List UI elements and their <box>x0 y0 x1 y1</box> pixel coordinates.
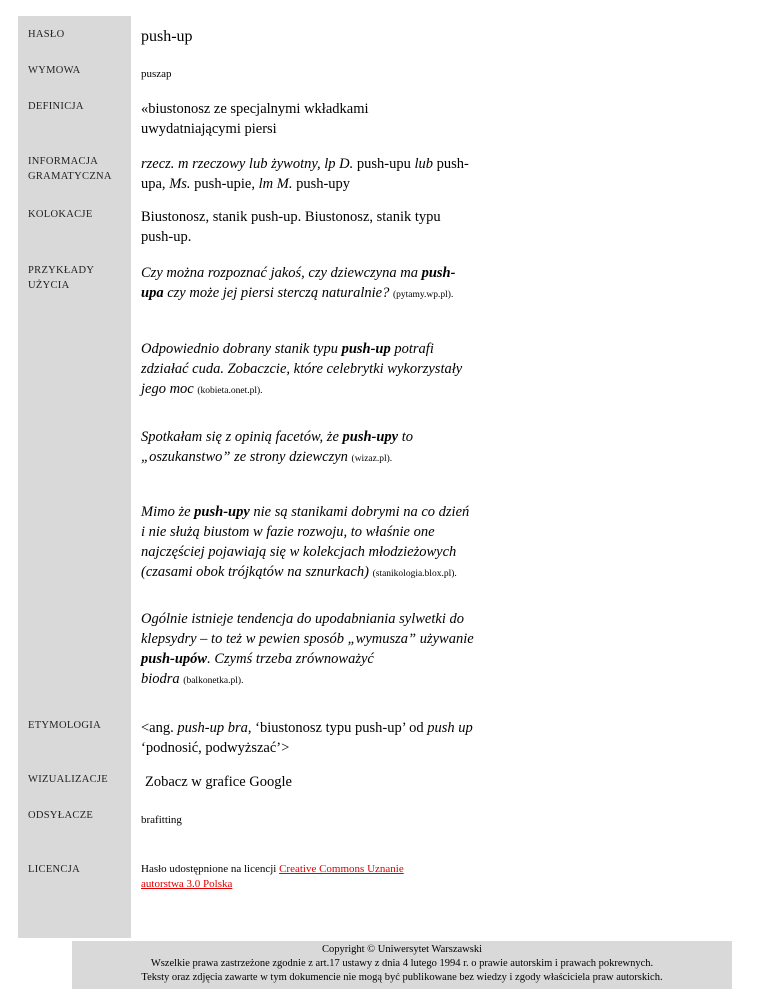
label-odsylacze: ODSYŁACZE <box>28 810 94 821</box>
example-line: klepsydry – to też w pewien sposób „wymusza” używanie <box>141 631 474 647</box>
definition-line: uwydatniającymi piersi <box>141 121 277 137</box>
label-przyklady <box>28 263 136 293</box>
grammar-abbr: lub <box>414 156 434 172</box>
collocation-line: Biustonosz, stanik push-up. Biustonosz, stanik typu <box>141 209 441 225</box>
etymology-text: , ‘biustonosz typu push-up’ od <box>247 720 428 736</box>
headword: push-up <box>141 28 193 45</box>
example-source: (wizaz.pl). <box>351 454 393 464</box>
example-line: to <box>398 429 414 445</box>
license-link[interactable]: autorstwa 3.0 Polska <box>141 878 233 890</box>
example-line: nie są stanikami dobrymi na co dzień <box>249 504 470 520</box>
grammar-form: push-upie, <box>190 176 259 192</box>
grammar-form: upa, <box>141 176 170 192</box>
example-line: biodra <box>141 671 184 687</box>
example-text <box>141 427 511 469</box>
grammar-line <box>141 154 511 174</box>
example-line: „oszukanstwo” ze strony dziewczyn <box>141 449 352 465</box>
example-keyword: push- <box>421 265 456 281</box>
grammar-line <box>141 174 511 194</box>
example-line: jego moc <box>141 381 198 397</box>
example-keyword: upa <box>141 285 164 301</box>
grammar-abbr: lm M. <box>258 176 293 192</box>
google-images-link[interactable]: Zobacz w grafice Google <box>145 774 292 790</box>
example-source: (pytamy.wp.pl). <box>393 290 454 300</box>
label-haslo: HASŁO <box>28 29 65 40</box>
example-line: Czy można rozpoznać jakoś, czy dziewczyna ma <box>141 265 422 281</box>
example-line: Mimo że <box>141 504 195 520</box>
copyright-footer <box>72 941 732 989</box>
footer-copyright: Copyright © Uniwersytet Warszawski <box>321 944 483 955</box>
label-line: GRAMATYCZNA <box>28 171 112 182</box>
definition-line: «biustonosz ze specjalnymi wkładkami <box>141 101 369 117</box>
grammar-form: push-upu <box>353 156 415 172</box>
grammar-info <box>141 154 511 194</box>
example-line: . Czymś trzeba zrównoważyć <box>207 651 374 667</box>
pronunciation: puszap <box>141 68 172 80</box>
label-line: INFORMACJA <box>28 156 99 167</box>
example-line: Ogólnie istnieje tendencja do upodabniania sylwetki do <box>141 611 464 627</box>
example-line: potrafi <box>390 341 434 357</box>
license-prefix: Hasło udostępnione na licencji <box>141 863 280 875</box>
etymology-source-word: push up <box>427 720 473 736</box>
collocation-line: push-up. <box>141 229 192 245</box>
definition <box>141 99 511 139</box>
cross-reference[interactable]: brafitting <box>141 814 182 826</box>
label-line: PRZYKŁADY <box>28 265 95 276</box>
example-keyword: push-upów <box>141 651 208 667</box>
example-source: (balkonetka.pl). <box>183 676 244 686</box>
label-wymowa: WYMOWA <box>28 65 81 76</box>
label-wizualizacje: WIZUALIZACJE <box>28 774 108 785</box>
example-text <box>141 502 511 584</box>
etymology-source-word: push-up bra <box>177 720 248 736</box>
example-line: i nie służą biustom w fazie rozwoju, to właśnie one <box>141 524 435 540</box>
footer-notice: Teksty oraz zdjęcia zawarte w tym dokumencie nie mogą być publikowane bez wiedzy i zgody właściciela praw autorskich. <box>141 972 663 983</box>
grammar-form: push-upy <box>292 176 351 192</box>
example-line: Odpowiednio dobrany stanik typu <box>141 341 342 357</box>
example-keyword: push-up <box>341 341 391 357</box>
example-line: Spotkałam się z opinią facetów, że <box>141 429 343 445</box>
etymology <box>141 718 521 758</box>
label-line: UŻYCIA <box>28 280 70 291</box>
example-text <box>141 339 511 401</box>
example-line: najczęściej pojawiają się w kolekcjach młodzieżowych <box>141 544 457 560</box>
example-source: (stanikologia.blox.pl). <box>372 569 457 579</box>
grammar-form: push- <box>433 156 469 172</box>
label-gramatyka <box>28 154 136 184</box>
license-link[interactable]: Creative Commons Uznanie <box>279 863 404 875</box>
example-source: (kobieta.onet.pl). <box>197 386 263 396</box>
label-etymologia: ETYMOLOGIA <box>28 720 101 731</box>
example-text <box>141 263 511 305</box>
example-line: zdziałać cuda. Zobaczcie, które celebrytki wykorzystały <box>141 361 463 377</box>
etymology-text: <ang. <box>141 720 178 736</box>
example-text <box>141 609 511 691</box>
grammar-abbr: Ms. <box>169 176 191 192</box>
example-keyword: push-upy <box>342 429 399 445</box>
label-licencja: LICENCJA <box>28 864 80 875</box>
grammar-abbr: rzecz. m rzeczowy lub żywotny, lp D. <box>141 156 354 172</box>
label-definicja: DEFINICJA <box>28 101 84 112</box>
license-text <box>141 862 511 892</box>
collocations <box>141 207 511 247</box>
etymology-text: ‘podnosić, podwyższać’> <box>141 740 290 756</box>
example-line: czy może jej piersi sterczą naturalnie? <box>163 285 393 301</box>
label-kolokacje: KOLOKACJE <box>28 209 93 220</box>
example-line: (czasami obok trójkątów na sznurkach) <box>141 564 373 580</box>
footer-rights: Wszelkie prawa zastrzeżone zgodnie z art.17 ustawy z dnia 4 lutego 1994 r. o prawie autorskim i prawach pokrewnych. <box>150 958 654 969</box>
example-keyword: push-upy <box>194 504 250 520</box>
